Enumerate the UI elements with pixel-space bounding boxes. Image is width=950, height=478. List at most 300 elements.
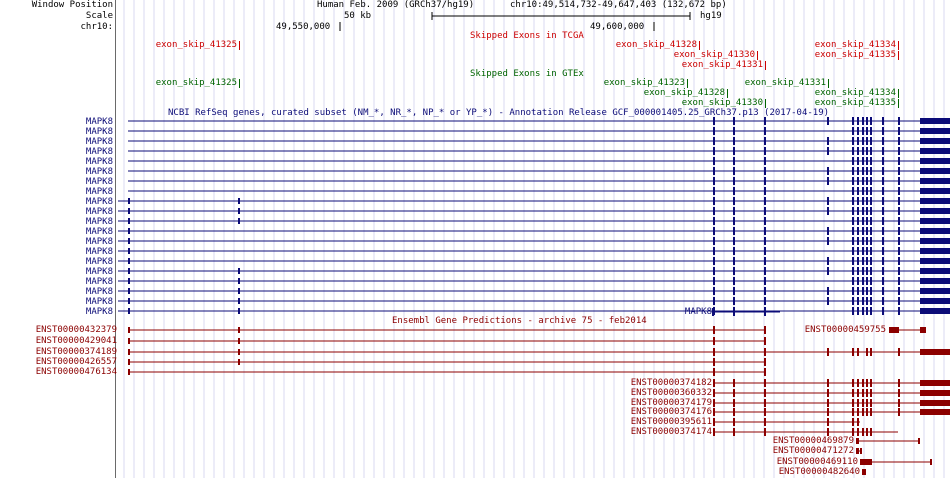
refseq-exon (882, 297, 884, 305)
refseq-exon (764, 187, 766, 195)
gtex-exon-skip-item[interactable]: exon_skip_41323 (603, 78, 685, 88)
refseq-exon (898, 227, 900, 235)
refseq-exon (852, 307, 854, 315)
ensembl-exon (870, 428, 872, 436)
refseq-exon (862, 197, 864, 205)
tcga-exon-mark (765, 61, 766, 70)
tcga-exon-mark (699, 41, 700, 50)
refseq-exon (898, 247, 900, 255)
gtex-exon-skip-item[interactable]: exon_skip_41325 (155, 78, 237, 88)
refseq-exon (128, 298, 130, 304)
ensembl-exon (898, 389, 900, 397)
refseq-exon (882, 197, 884, 205)
refseq-exon (882, 217, 884, 225)
refseq-exon (898, 287, 900, 295)
refseq-exon (898, 297, 900, 305)
ensembl-exon (128, 349, 130, 355)
refseq-exon (857, 127, 859, 135)
refseq-exon (733, 277, 735, 285)
refseq-exon (870, 297, 872, 305)
refseq-exon (862, 207, 864, 215)
ensembl-exon (827, 389, 829, 397)
ensembl-transcript-label[interactable]: ENST00000459755 (804, 325, 886, 335)
tcga-track-title[interactable]: Skipped Exons in TCGA (470, 31, 584, 41)
refseq-exon (733, 247, 735, 255)
refseq-utr-block (920, 158, 950, 164)
refseq-exon (852, 177, 854, 185)
refseq-exon (827, 167, 829, 175)
refseq-exon (733, 157, 735, 165)
ensembl-exon (764, 389, 766, 397)
refseq-exon (882, 167, 884, 175)
refseq-exon (882, 187, 884, 195)
ruler-tick-label: 49,600,000 (590, 22, 645, 32)
tcga-exon-mark (898, 51, 899, 60)
ensembl-exon (860, 448, 862, 454)
gtex-exon-mark (687, 79, 688, 88)
gtex-exon-skip-item[interactable]: exon_skip_41334 (814, 88, 896, 98)
gtex-exon-mark (239, 79, 240, 88)
refseq-exon (882, 157, 884, 165)
ensembl-exon (852, 389, 854, 397)
refseq-exon (857, 217, 859, 225)
refseq-exon (866, 227, 868, 235)
refseq-exon (898, 147, 900, 155)
refseq-gene-label[interactable]: MAPK8 (85, 127, 113, 137)
ensembl-exon (764, 379, 766, 387)
refseq-exon (870, 287, 872, 295)
ensembl-exon (713, 337, 715, 345)
refseq-exon (898, 187, 900, 195)
ensembl-exon (866, 389, 868, 397)
refseq-exon (866, 277, 868, 285)
refseq-exon (713, 277, 715, 285)
refseq-gene-label[interactable]: MAPK8 (85, 147, 113, 157)
refseq-exon (238, 308, 240, 314)
refseq-utr-block (920, 278, 950, 284)
refseq-gene-label[interactable]: MAPK8 (85, 207, 113, 217)
ensembl-exon (733, 389, 735, 397)
refseq-utr-block (920, 268, 950, 274)
ensembl-utr-block (920, 390, 950, 396)
refseq-exon (866, 177, 868, 185)
tcga-exon-skip-item[interactable]: exon_skip_41335 (814, 50, 896, 60)
ensembl-exon (862, 389, 864, 397)
refseq-exon (866, 287, 868, 295)
refseq-exon (898, 117, 900, 125)
refseq-exon (733, 197, 735, 205)
refseq-gene-label[interactable]: MAPK8 (85, 247, 113, 257)
refseq-exon (827, 257, 829, 265)
refseq-exon (713, 207, 715, 215)
refseq-exon (852, 127, 854, 135)
refseq-exon (857, 307, 859, 315)
refseq-gene-label[interactable]: MAPK8 (85, 227, 113, 237)
ensembl-exon (857, 428, 859, 436)
ensembl-exon (857, 399, 859, 407)
refseq-exon (764, 207, 766, 215)
refseq-utr-block (920, 288, 950, 294)
refseq-exon (857, 227, 859, 235)
refseq-exon (238, 208, 240, 214)
ensembl-exon (870, 348, 872, 356)
ensembl-transcript-label[interactable]: ENST00000395611 (630, 417, 712, 427)
refseq-exon (866, 147, 868, 155)
tcga-exon-skip-item[interactable]: exon_skip_41331 (681, 60, 763, 70)
refseq-utr-block (920, 308, 950, 314)
refseq-exon (882, 247, 884, 255)
refseq-exon (733, 207, 735, 215)
ensembl-exon (733, 428, 735, 436)
ensembl-exon (866, 348, 868, 356)
refseq-exon (852, 147, 854, 155)
ensembl-transcript-label[interactable]: ENST00000374176 (630, 407, 712, 417)
refseq-exon (898, 257, 900, 265)
refseq-exon (870, 147, 872, 155)
ensembl-exon (862, 408, 864, 416)
ensembl-exon (713, 326, 715, 334)
ensembl-transcript-label[interactable]: ENST00000426557 (35, 357, 117, 367)
refseq-exon (857, 297, 859, 305)
refseq-exon (128, 228, 130, 234)
refseq-exon (827, 137, 829, 145)
refseq-gene-label[interactable]: MAPK8 (85, 217, 113, 227)
refseq-gene-label[interactable]: MAPK8 (85, 167, 113, 177)
gtex-exon-skip-item[interactable]: exon_skip_41330 (681, 98, 763, 108)
ensembl-exon (733, 408, 735, 416)
ensembl-exon (713, 348, 715, 356)
refseq-exon (898, 307, 900, 315)
refseq-exon (866, 127, 868, 135)
refseq-exon (862, 297, 864, 305)
refseq-exon (733, 117, 735, 125)
position-label: chr10:49,514,732-49,647,403 (132,672 bp) (510, 0, 727, 10)
refseq-exon (866, 197, 868, 205)
refseq-exon (852, 137, 854, 145)
refseq-exon (764, 237, 766, 245)
ensembl-transcript-label[interactable]: ENST00000374182 (630, 378, 712, 388)
refseq-utr-block (920, 238, 950, 244)
refseq-exon (764, 267, 766, 275)
tcga-exon-mark (757, 51, 758, 60)
ensembl-exon (764, 418, 766, 426)
refseq-exon (882, 277, 884, 285)
ensembl-exon (827, 399, 829, 407)
ensembl-exon (852, 379, 854, 387)
gtex-exon-skip-item[interactable]: exon_skip_41335 (814, 98, 896, 108)
ensembl-exon (128, 338, 130, 344)
gtex-exon-mark (898, 89, 899, 98)
refseq-exon (882, 177, 884, 185)
refseq-exon (870, 187, 872, 195)
refseq-exon (712, 308, 714, 316)
refseq-exon (870, 257, 872, 265)
ensembl-exon (764, 428, 766, 436)
ensembl-exon (764, 348, 766, 356)
refseq-track-title[interactable]: NCBI RefSeq genes, curated subset (NM_*, NR_*, NP_* or YP_*) - Annotation Release GCF_000001405.25_GRCh37.p13 (2017-04-19) (168, 108, 830, 118)
refseq-exon (128, 198, 130, 204)
ensembl-transcript-label[interactable]: ENST00000374174 (630, 427, 712, 437)
refseq-exon (733, 187, 735, 195)
ensembl-exon (713, 399, 715, 407)
scale-db: hg19 (700, 11, 722, 21)
ensembl-utr-block (920, 409, 950, 415)
ensembl-exon (870, 389, 872, 397)
refseq-exon (870, 137, 872, 145)
ensembl-transcript-label[interactable]: ENST00000374189 (35, 347, 117, 357)
refseq-exon (852, 197, 854, 205)
refseq-exon (713, 197, 715, 205)
refseq-exon (857, 197, 859, 205)
ensembl-transcript-label[interactable]: ENST00000476134 (35, 367, 117, 377)
refseq-exon (852, 297, 854, 305)
ensembl-transcript-label[interactable]: ENST00000432379 (35, 325, 117, 335)
refseq-exon (862, 277, 864, 285)
refseq-exon (733, 308, 735, 316)
ensembl-exon (733, 418, 735, 426)
refseq-exon (238, 268, 240, 274)
refseq-exon (870, 167, 872, 175)
ensembl-exon (918, 438, 920, 444)
refseq-exon (128, 278, 130, 284)
ensembl-exon (827, 408, 829, 416)
refseq-exon (866, 307, 868, 315)
ensembl-exon (857, 418, 859, 426)
ensembl-transcript-label[interactable]: ENST00000360332 (630, 388, 712, 398)
refseq-exon (866, 137, 868, 145)
ensembl-exon (827, 379, 829, 387)
refseq-gene-label[interactable]: MAPK8 (85, 117, 113, 127)
refseq-gene-label[interactable]: MAPK8 (85, 277, 113, 287)
refseq-exon (857, 167, 859, 175)
refseq-exon (862, 167, 864, 175)
tcga-exon-skip-item[interactable]: exon_skip_41328 (615, 40, 697, 50)
refseq-exon (128, 268, 130, 274)
window-position-label: Window Position (31, 0, 113, 10)
ensembl-exon (866, 408, 868, 416)
refseq-exon (857, 287, 859, 295)
ensembl-exon (862, 428, 864, 436)
ruler-tick-label: 49,550,000 (276, 22, 331, 32)
refseq-exon (882, 127, 884, 135)
refseq-exon (866, 207, 868, 215)
refseq-exon (128, 288, 130, 294)
refseq-exon (866, 267, 868, 275)
ensembl-transcript-label[interactable]: ENST00000469110 (776, 457, 858, 467)
tcga-exon-skip-item[interactable]: exon_skip_41330 (673, 50, 755, 60)
refseq-exon (852, 217, 854, 225)
ensembl-transcript-label[interactable]: ENST00000429041 (35, 336, 117, 346)
refseq-exon (713, 247, 715, 255)
refseq-exon (128, 238, 130, 244)
refseq-exon (866, 217, 868, 225)
ensembl-exon (857, 408, 859, 416)
refseq-exon (898, 217, 900, 225)
refseq-exon (857, 147, 859, 155)
ensembl-exon (238, 359, 240, 365)
refseq-exon (857, 157, 859, 165)
refseq-exon (870, 227, 872, 235)
refseq-exon (128, 218, 130, 224)
refseq-exon (852, 157, 854, 165)
refseq-exon (882, 267, 884, 275)
refseq-exon (862, 217, 864, 225)
refseq-exon (852, 287, 854, 295)
scale-value: 50 kb (344, 11, 372, 21)
refseq-exon (733, 287, 735, 295)
ensembl-exon (862, 379, 864, 387)
refseq-exon (713, 127, 715, 135)
ensembl-exon (713, 379, 715, 387)
ensembl-exon (827, 418, 829, 426)
refseq-exon (827, 197, 829, 205)
refseq-exon (898, 157, 900, 165)
refseq-exon (898, 237, 900, 245)
ensembl-utr-block (920, 400, 950, 406)
ensembl-exon (764, 358, 766, 366)
ensembl-exon (898, 408, 900, 416)
gtex-exon-mark (727, 89, 728, 98)
refseq-exon (898, 267, 900, 275)
refseq-exon (238, 298, 240, 304)
ensembl-exon (857, 389, 859, 397)
refseq-gene-label[interactable]: MAPK8 (85, 287, 113, 297)
gtex-exon-skip-item[interactable]: exon_skip_41328 (643, 88, 725, 98)
gtex-track-title[interactable]: Skipped Exons in GTEx (470, 69, 584, 79)
refseq-exon (764, 308, 766, 316)
ensembl-utr-block (920, 380, 950, 386)
refseq-gene-label[interactable]: MAPK8 (85, 177, 113, 187)
refseq-exon (733, 267, 735, 275)
ensembl-exon (862, 399, 864, 407)
refseq-exon (866, 157, 868, 165)
refseq-gene-label[interactable]: MAPK8 (85, 197, 113, 207)
refseq-exon (238, 288, 240, 294)
refseq-exon (713, 217, 715, 225)
refseq-exon (733, 137, 735, 145)
ensembl-exon (713, 368, 715, 376)
ensembl-exon (930, 459, 932, 465)
refseq-exon (857, 207, 859, 215)
ensembl-exon (713, 428, 715, 436)
tcga-exon-skip-item[interactable]: exon_skip_41325 (155, 40, 237, 50)
refseq-exon (733, 257, 735, 265)
refseq-gene-label[interactable]: MAPK8 (85, 137, 113, 147)
refseq-exon (764, 287, 766, 295)
ensembl-track-title[interactable]: Ensembl Gene Predictions - archive 75 - feb2014 (392, 316, 647, 326)
refseq-exon (713, 177, 715, 185)
ensembl-exon (764, 399, 766, 407)
refseq-exon (827, 207, 829, 215)
refseq-utr-block (920, 198, 950, 204)
refseq-exon (852, 247, 854, 255)
ensembl-exon (827, 348, 829, 356)
refseq-gene-label[interactable]: MAPK8 (85, 157, 113, 167)
refseq-exon (882, 287, 884, 295)
refseq-exon (857, 177, 859, 185)
refseq-exon (857, 187, 859, 195)
refseq-exon (713, 117, 715, 125)
refseq-exon (898, 197, 900, 205)
refseq-utr-block (920, 168, 950, 174)
tcga-exon-skip-item[interactable]: exon_skip_41334 (814, 40, 896, 50)
refseq-exon (733, 177, 735, 185)
refseq-exon (862, 137, 864, 145)
refseq-exon (713, 167, 715, 175)
ensembl-exon (852, 408, 854, 416)
refseq-exon (827, 117, 829, 125)
refseq-exon (862, 187, 864, 195)
ensembl-exon (852, 348, 854, 356)
refseq-gene-label[interactable]: MAPK8 (85, 187, 113, 197)
ensembl-exon (128, 327, 130, 333)
ensembl-transcript-label[interactable]: ENST00000374179 (630, 398, 712, 408)
refseq-exon (866, 247, 868, 255)
refseq-exon (128, 308, 130, 314)
refseq-exon (764, 277, 766, 285)
ensembl-transcript-label[interactable]: ENST00000471272 (772, 446, 854, 456)
ensembl-exon (238, 327, 240, 333)
ensembl-exon (857, 379, 859, 387)
refseq-exon (898, 277, 900, 285)
refseq-exon (128, 248, 130, 254)
refseq-exon (852, 207, 854, 215)
refseq-exon (764, 227, 766, 235)
refseq-gene-label[interactable]: MAPK8 (85, 257, 113, 267)
assembly-label: Human Feb. 2009 (GRCh37/hg19) (317, 0, 475, 10)
refseq-exon (764, 297, 766, 305)
refseq-exon (733, 217, 735, 225)
gtex-exon-mark (765, 99, 766, 108)
refseq-exon (866, 237, 868, 245)
refseq-exon (882, 237, 884, 245)
refseq-gene-label[interactable]: MAPK8 (85, 237, 113, 247)
refseq-exon (128, 208, 130, 214)
refseq-exon (882, 137, 884, 145)
ensembl-transcript-label[interactable]: ENST00000469879 (772, 436, 854, 446)
refseq-exon (882, 257, 884, 265)
ensembl-exon (764, 337, 766, 345)
refseq-exon (862, 237, 864, 245)
ensembl-exon (764, 368, 766, 376)
refseq-gene-label[interactable]: MAPK8 (85, 297, 113, 307)
refseq-exon (870, 247, 872, 255)
refseq-exon (898, 167, 900, 175)
ensembl-exon (856, 448, 859, 454)
refseq-utr-block (920, 118, 950, 124)
refseq-utr-block (920, 148, 950, 154)
gtex-exon-skip-item[interactable]: exon_skip_41331 (744, 78, 826, 88)
refseq-exon (870, 267, 872, 275)
ensembl-transcript-label[interactable]: ENST00000482640 (778, 467, 860, 477)
ensembl-exon (898, 379, 900, 387)
chrom-label: chr10: (80, 22, 113, 32)
refseq-exon (862, 247, 864, 255)
refseq-exon (852, 167, 854, 175)
ensembl-exon (713, 418, 715, 426)
refseq-exon (857, 247, 859, 255)
ensembl-exon (870, 408, 872, 416)
refseq-gene-label[interactable]: MAPK8 (85, 267, 113, 277)
refseq-exon (733, 147, 735, 155)
ensembl-utr-block (920, 349, 950, 355)
ensembl-exon (857, 348, 859, 356)
refseq-gene-label[interactable]: MAPK8 (684, 307, 712, 317)
refseq-gene-label[interactable]: MAPK8 (85, 307, 113, 317)
refseq-exon (898, 177, 900, 185)
refseq-exon (870, 217, 872, 225)
ensembl-exon (852, 399, 854, 407)
